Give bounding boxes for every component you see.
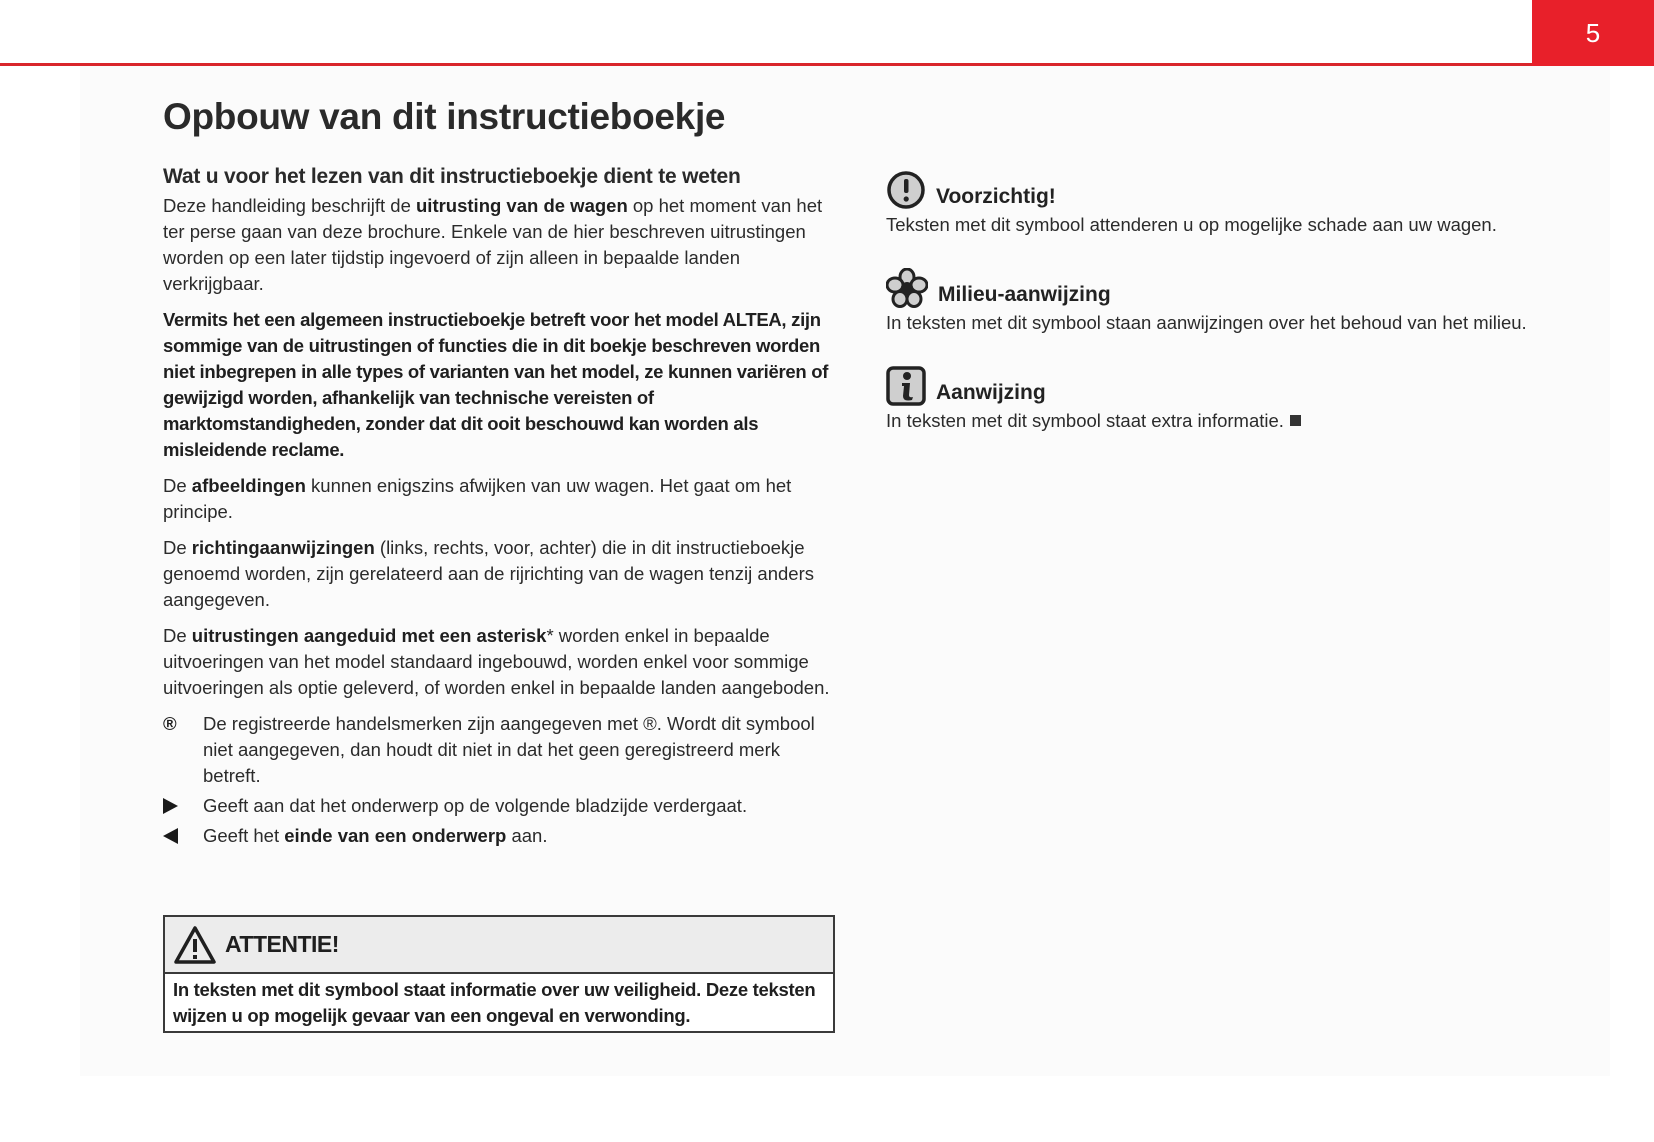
- left-column: [163, 165, 835, 853]
- legend-item-end: [163, 823, 835, 849]
- note-header: [886, 170, 1586, 210]
- exclamation-circle-icon: [886, 170, 926, 210]
- bold-text: uitrusting van de wagen: [416, 195, 628, 216]
- text: Deze handleiding beschrijft de: [163, 195, 416, 216]
- attention-header: [165, 917, 833, 974]
- bold-text: einde van een onderwerp: [284, 825, 507, 846]
- registered-icon: ®: [163, 713, 177, 734]
- legend-text: De registreerde handelsmerken zijn aangegeven met ®. Wordt dit symbool niet aangegeven, dan houdt dit niet in dat het geen geregistreerd merk betreft.: [203, 713, 815, 786]
- page-title: Opbouw van dit instructieboekje: [163, 96, 726, 137]
- section-subtitle: Wat u voor het lezen van dit instructieboekje dient te weten: [163, 165, 741, 188]
- text: * worden enkel in bepaalde uitvoeringen van het model standaard ingebouwd, worden enkel voor sommige uitvoeringen als optie geleverd, of worden enkel in bepaalde landen aangeboden.: [163, 625, 830, 698]
- text: De: [163, 475, 192, 496]
- note-title: Voorzichtig!: [936, 185, 1056, 208]
- flower-icon: [886, 268, 928, 308]
- legend-symbol-cell: [163, 793, 203, 814]
- note-text: [886, 408, 1586, 434]
- text: (links, rechts, voor, achter) die in dit instructieboekje genoemd worden, zijn gerelateerd aan de rijrichting van de wagen tenzij anders aangegeven.: [163, 537, 814, 610]
- symbol-legend: [163, 711, 835, 849]
- attention-text: In teksten met dit symbool staat informatie over uw veiligheid. Deze teksten wijzen u op mogelijk gevaar van een ongeval en verwonding.: [173, 979, 816, 1026]
- note-text: Teksten met dit symbool attenderen u op mogelijke schade aan uw wagen.: [886, 214, 1497, 235]
- end-of-topic-square-icon: [1290, 415, 1301, 426]
- paragraph-asterisk: [163, 623, 835, 701]
- text: Geeft het: [203, 825, 285, 846]
- bold-text: uitrustingen aangeduid met een asterisk: [191, 625, 547, 646]
- right-column: [886, 170, 1586, 464]
- note-environment: [886, 268, 1586, 336]
- text: De: [163, 537, 192, 558]
- attention-title: ATTENTIE!: [225, 931, 339, 957]
- legend-item-registered: [163, 711, 835, 789]
- legend-symbol-cell: [163, 823, 203, 844]
- paragraph-equipment: [163, 193, 835, 297]
- note-caution: [886, 170, 1586, 238]
- page-number: 5: [1585, 17, 1601, 48]
- note-text: In teksten met dit symbool staan aanwijzingen over het behoud van het milieu.: [886, 312, 1527, 333]
- page-number-tab: [1532, 0, 1654, 66]
- note-info: [886, 366, 1586, 434]
- text: In teksten met dit symbool staat extra informatie.: [886, 410, 1284, 431]
- bold-text: richtingaanwijzingen: [191, 537, 375, 558]
- note-title: Milieu-aanwijzing: [938, 283, 1111, 306]
- attention-box: [163, 915, 835, 1033]
- paragraph-disclaimer: Vermits het een algemeen instructieboekje betreft voor het model ALTEA, zijn sommige van de uitrustingen of functies die in dit boekje beschreven worden niet inbegrepen in alle types of varianten van het model, ze kunnen variëren of gewijzigd worden, afhankelijk van technische vereisten of marktomstandigheden, zonder dat dit ooit beschouwd kan worden als misleidende reclame.: [163, 309, 829, 460]
- bold-text: afbeeldingen: [191, 475, 306, 496]
- warning-triangle-icon: [173, 925, 217, 965]
- note-header: [886, 268, 1586, 308]
- legend-item-continues: [163, 793, 835, 819]
- text: op het moment van het ter perse gaan van deze brochure. Enkele van de hier beschreven uitrustingen worden op een later tijdstip ingevoerd of zijn alleen in bepaalde landen verkrijgbaar.: [163, 195, 823, 294]
- paragraph-images: [163, 473, 835, 525]
- legend-text: Geeft aan dat het onderwerp op de volgende bladzijde verdergaat.: [203, 795, 748, 816]
- text: De: [163, 625, 192, 646]
- text: aan.: [506, 825, 548, 846]
- legend-text: [203, 823, 547, 849]
- text: kunnen enigszins afwijken van uw wagen. Het gaat om het principe.: [163, 475, 792, 522]
- note-header: [886, 366, 1586, 406]
- note-title: Aanwijzing: [936, 381, 1046, 404]
- paragraph-directions: [163, 535, 835, 613]
- header-rule: [0, 63, 1532, 66]
- triangle-left-icon: [163, 828, 178, 844]
- triangle-right-icon: [163, 798, 178, 814]
- info-icon: [886, 366, 926, 406]
